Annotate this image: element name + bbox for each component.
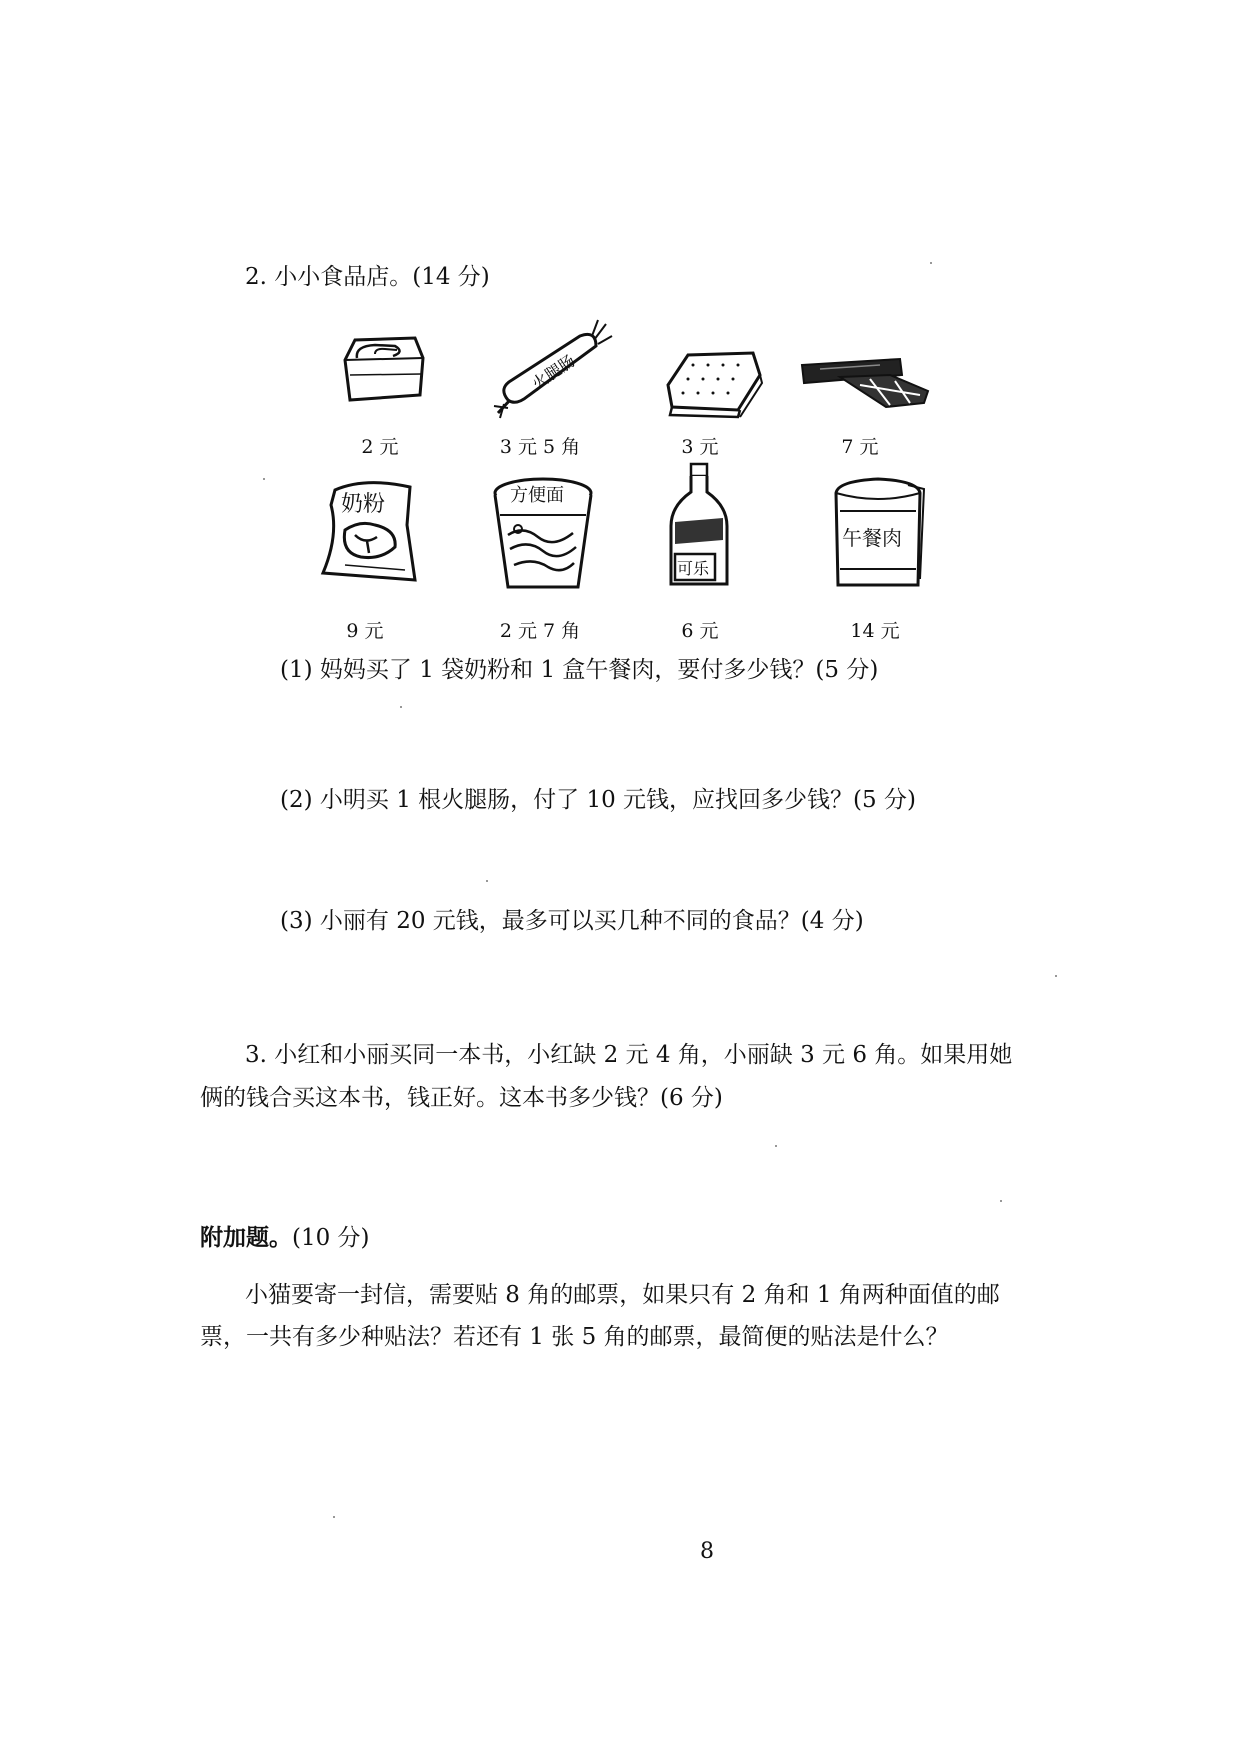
luncheon-meat-can-icon xyxy=(828,475,928,590)
bonus-score: (10 分) xyxy=(292,1225,370,1251)
scan-speck xyxy=(400,706,402,708)
q2-sub1: (1) 妈妈买了 1 袋奶粉和 1 盒午餐肉，要付多少钱？(5 分) xyxy=(280,657,879,683)
price-ham-sausage: 3 元 5 角 xyxy=(499,436,581,458)
ham-sausage-icon xyxy=(488,318,613,423)
scan-speck xyxy=(930,262,932,264)
price-cracker: 3 元 xyxy=(681,436,719,458)
cola-bottle-icon xyxy=(665,462,735,592)
page-number: 8 xyxy=(700,1539,714,1564)
price-luncheon-meat: 14 元 xyxy=(850,620,900,642)
q2-sub3: (3) 小丽有 20 元钱，最多可以买几种不同的食品？(4 分) xyxy=(280,908,864,934)
scan-speck xyxy=(1000,1200,1002,1202)
q2-title: 2. 小小食品店。(14 分) xyxy=(245,264,490,290)
cola-label: 可乐 xyxy=(677,559,710,578)
scan-speck xyxy=(775,1145,777,1147)
milk-powder-label: 奶粉 xyxy=(341,492,386,517)
snack-cake-icon xyxy=(335,330,430,410)
q3-line2: 俩的钱合买这本书，钱正好。这本书多少钱？(6 分) xyxy=(200,1085,723,1111)
bonus-title xyxy=(200,1223,370,1253)
luncheon-meat-label: 午餐肉 xyxy=(842,526,902,550)
bonus-line2: 票，一共有多少种贴法？若还有 1 张 5 角的邮票，最简便的贴法是什么？ xyxy=(200,1324,949,1350)
scan-speck xyxy=(263,478,265,480)
instant-noodle-cup-icon xyxy=(488,475,598,595)
scan-speck xyxy=(486,880,488,882)
q3-line1: 3. 小红和小丽买同一本书，小红缺 2 元 4 角，小丽缺 3 元 6 角。如果用她 xyxy=(245,1042,1013,1068)
price-snack-cake: 2 元 xyxy=(361,436,399,458)
bonus-line1: 小猫要寄一封信，需要贴 8 角的邮票，如果只有 2 角和 1 角两种面值的邮 xyxy=(245,1282,1000,1308)
price-instant-noodle: 2 元 7 角 xyxy=(499,620,581,642)
cracker-icon xyxy=(658,345,768,420)
q2-sub2: (2) 小明买 1 根火腿肠，付了 10 元钱，应找回多少钱？(5 分) xyxy=(280,787,916,813)
instant-noodle-label: 方便面 xyxy=(510,485,564,506)
price-milk-powder: 9 元 xyxy=(346,620,384,642)
milk-powder-bag-icon xyxy=(315,475,425,585)
price-chocolate: 7 元 xyxy=(841,436,879,458)
scan-speck xyxy=(333,1516,335,1518)
ham-sausage-label: 火腿肠 xyxy=(528,350,579,394)
chocolate-bar-icon xyxy=(800,355,935,415)
price-cola: 6 元 xyxy=(681,620,719,642)
scan-speck xyxy=(1055,975,1057,977)
bonus-heading: 附加题。 xyxy=(200,1224,292,1251)
